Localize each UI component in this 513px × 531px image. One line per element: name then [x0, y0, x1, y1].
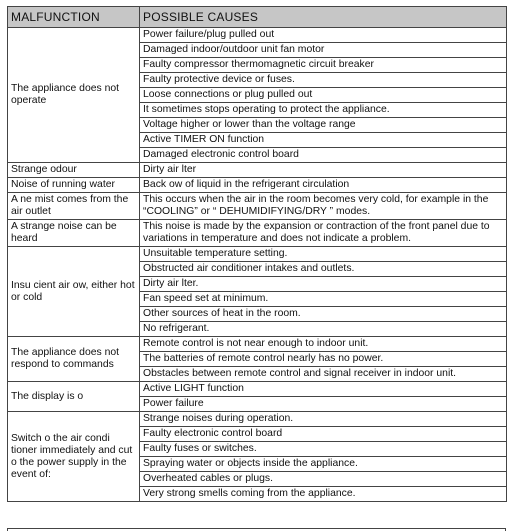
cause-cell: The batteries of remote control nearly has no power. — [140, 352, 507, 367]
cause-cell: Fan speed set at minimum. — [140, 292, 507, 307]
table-row — [8, 220, 507, 247]
cause-cell: Back ow of liquid in the refrigerant circulation — [140, 178, 507, 193]
table-row — [8, 412, 507, 427]
malfunction-cell: The display is o — [8, 382, 140, 412]
table-row — [8, 178, 507, 193]
cause-cell: Active LIGHT function — [140, 382, 507, 397]
cause-cell: Power failure — [140, 397, 507, 412]
malfunction-cell: Insu cient air ow, either hot or cold — [8, 247, 140, 337]
cause-cell: Very strong smells coming from the appliance. — [140, 487, 507, 502]
malfunction-header: MALFUNCTION — [8, 7, 140, 28]
cause-cell: Faulty compressor thermomagnetic circuit breaker — [140, 58, 507, 73]
table-row — [8, 28, 507, 43]
troubleshooting-table — [7, 6, 507, 502]
malfunction-cell: Strange odour — [8, 163, 140, 178]
table-row — [8, 382, 507, 397]
cause-cell: Damaged electronic control board — [140, 148, 507, 163]
malfunction-cell: Noise of running water — [8, 178, 140, 193]
cause-cell: Remote control is not near enough to indoor unit. — [140, 337, 507, 352]
cause-cell: Loose connections or plug pulled out — [140, 88, 507, 103]
cause-cell: It sometimes stops operating to protect the appliance. — [140, 103, 507, 118]
malfunction-cell: The appliance does not respond to commands — [8, 337, 140, 382]
cause-cell: Other sources of heat in the room. — [140, 307, 507, 322]
table-row — [8, 193, 507, 220]
cause-cell: Voltage higher or lower than the voltage range — [140, 118, 507, 133]
cause-cell: Power failure/plug pulled out — [140, 28, 507, 43]
table-row — [8, 337, 507, 352]
malfunction-cell: Switch o the air condi tioner immediately and cut o the power supply in the event of: — [8, 412, 140, 502]
cause-cell: This occurs when the air in the room becomes very cold, for example in the “COOLING” or “ DEHUMIDIFYING/DRY ” modes. — [140, 193, 507, 220]
cause-cell: Strange noises during operation. — [140, 412, 507, 427]
cause-cell: Faulty fuses or switches. — [140, 442, 507, 457]
cause-cell: Damaged indoor/outdoor unit fan motor — [140, 43, 507, 58]
cause-cell: Active TIMER ON function — [140, 133, 507, 148]
table-row — [8, 163, 507, 178]
header-row — [8, 7, 507, 28]
cause-cell: Faulty electronic control board — [140, 427, 507, 442]
malfunction-cell: A ne mist comes from the air outlet — [8, 193, 140, 220]
possible-causes-header: POSSIBLE CAUSES — [140, 7, 507, 28]
table-row — [8, 247, 507, 262]
cause-cell: No refrigerant. — [140, 322, 507, 337]
cause-cell: This noise is made by the expansion or contraction of the front panel due to variations in temperature and does not indicate a problem. — [140, 220, 507, 247]
cause-cell: Obstacles between remote control and signal receiver in indoor unit. — [140, 367, 507, 382]
cause-cell: Faulty protective device or fuses. — [140, 73, 507, 88]
cause-cell: Spraying water or objects inside the appliance. — [140, 457, 507, 472]
malfunction-cell: The appliance does not operate — [8, 28, 140, 163]
cause-cell: Dirty air lter. — [140, 277, 507, 292]
cause-cell: Obstructed air conditioner intakes and outlets. — [140, 262, 507, 277]
cause-cell: Dirty air lter — [140, 163, 507, 178]
cause-cell: Overheated cables or plugs. — [140, 472, 507, 487]
malfunction-cell: A strange noise can be heard — [8, 220, 140, 247]
cause-cell: Unsuitable temperature setting. — [140, 247, 507, 262]
